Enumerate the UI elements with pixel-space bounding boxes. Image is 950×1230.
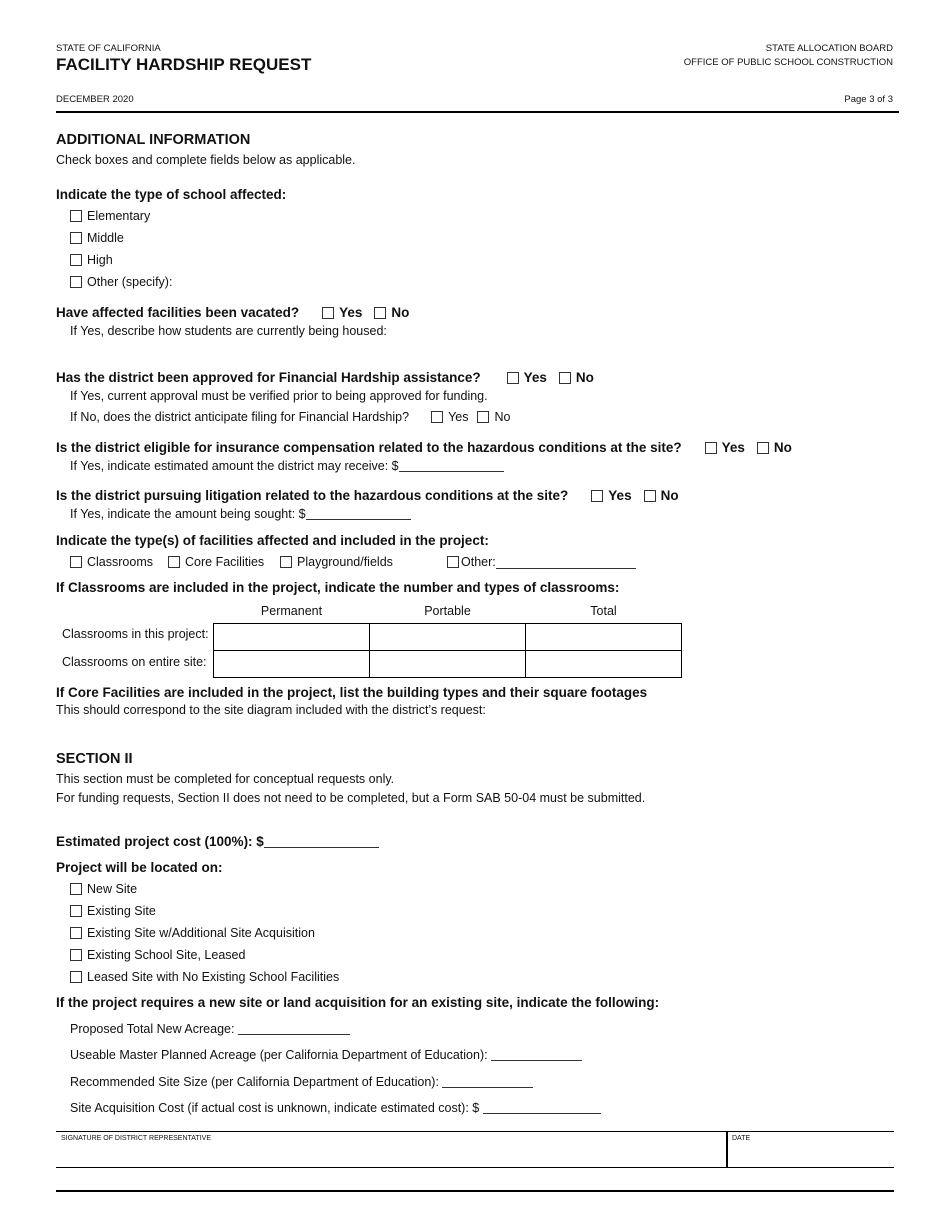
row-label-site: Classrooms on entire site: <box>62 655 207 669</box>
location-new-site[interactable]: New Site <box>70 882 137 896</box>
estimated-cost-field[interactable]: Estimated project cost (100%): $ <box>56 834 379 849</box>
vacated-note: If Yes, describe how students are currently being housed: <box>70 324 387 338</box>
header-divider <box>56 111 899 113</box>
site-acquisition-cost-field[interactable]: Site Acquisition Cost (if actual cost is unknown, indicate estimated cost): $ <box>70 1101 601 1115</box>
date-label: DATE <box>732 1135 751 1142</box>
insurance-question: Is the district eligible for insurance compensation related to the hazardous conditions at the site? <box>56 440 682 455</box>
school-type-high[interactable]: High <box>70 253 113 267</box>
core-facilities-note: This should correspond to the site diagram included with the district’s request: <box>56 703 486 717</box>
financial-hardship-row: Has the district been approved for Financial Hardship assistance? Yes No <box>56 370 594 385</box>
checkbox[interactable] <box>168 556 180 568</box>
school-type-question: Indicate the type of school affected: <box>56 187 287 202</box>
footer-rule <box>56 1190 894 1192</box>
checkbox[interactable] <box>70 556 82 568</box>
cell-project-portable[interactable] <box>369 623 526 651</box>
anticipate-no-checkbox[interactable] <box>477 411 489 423</box>
facility-types-question: Indicate the type(s) of facilities affected and included in the project: <box>56 533 489 548</box>
cell-site-portable[interactable] <box>369 650 526 678</box>
row-label-project: Classrooms in this project: <box>62 627 209 641</box>
section-ii-note1: This section must be completed for conceptual requests only. <box>56 772 395 786</box>
litigation-amount-field[interactable]: If Yes, indicate the amount being sought: $ <box>70 507 411 521</box>
additional-info-instructions: Check boxes and complete fields below as applicable. <box>56 153 356 167</box>
agency-office: OFFICE OF PUBLIC SCHOOL CONSTRUCTION <box>683 57 893 68</box>
financial-hardship-note: If Yes, current approval must be verified prior to being approved for funding. <box>70 389 488 403</box>
section-ii-note2: For funding requests, Section II does not need to be completed, but a Form SAB 50-04 must be submitted. <box>56 791 646 805</box>
col-total: Total <box>590 604 617 618</box>
col-permanent: Permanent <box>260 604 323 618</box>
location-leased[interactable]: Existing School Site, Leased <box>70 948 245 962</box>
checkbox[interactable] <box>70 905 82 917</box>
col-portable: Portable <box>424 604 471 618</box>
form-date: DECEMBER 2020 <box>56 94 134 105</box>
classrooms-question: If Classrooms are included in the project, indicate the number and types of classrooms: <box>56 580 620 595</box>
signature-field[interactable] <box>58 1142 723 1165</box>
facility-type-classrooms[interactable]: Classrooms <box>70 555 153 569</box>
cell-site-permanent[interactable] <box>213 650 370 678</box>
checkbox[interactable] <box>70 254 82 266</box>
page-number: Page 3 of 3 <box>844 94 893 105</box>
financial-hardship-no-checkbox[interactable] <box>559 372 571 384</box>
recommended-site-size-field[interactable]: Recommended Site Size (per California Department of Education): <box>70 1075 533 1089</box>
state-label: STATE OF CALIFORNIA <box>56 43 161 54</box>
proposed-acreage-field[interactable]: Proposed Total New Acreage: <box>70 1022 350 1036</box>
checkbox[interactable] <box>70 232 82 244</box>
litigation-yes-checkbox[interactable] <box>591 490 603 502</box>
litigation-row: Is the district pursuing litigation related to the hazardous conditions at the site? Yes No <box>56 488 679 503</box>
checkbox[interactable] <box>280 556 292 568</box>
cell-site-total[interactable] <box>525 650 682 678</box>
useable-acreage-field[interactable]: Useable Master Planned Acreage (per California Department of Education): <box>70 1048 582 1062</box>
school-type-other[interactable]: Other (specify): <box>70 275 172 289</box>
facility-type-other[interactable]: Other: <box>447 555 636 569</box>
anticipate-filing-question: If No, does the district anticipate filing for Financial Hardship? <box>70 410 410 424</box>
checkbox[interactable] <box>70 210 82 222</box>
insurance-amount-field[interactable]: If Yes, indicate estimated amount the district may receive: $ <box>70 459 504 473</box>
litigation-question: Is the district pursuing litigation related to the hazardous conditions at the site? <box>56 488 569 503</box>
checkbox[interactable] <box>70 927 82 939</box>
insurance-yes-checkbox[interactable] <box>705 442 717 454</box>
acquisition-question: If the project requires a new site or land acquisition for an existing site, indicate the following: <box>56 995 660 1010</box>
location-existing-acquisition[interactable]: Existing Site w/Additional Site Acquisition <box>70 926 315 940</box>
signature-divider <box>726 1131 728 1167</box>
insurance-no-checkbox[interactable] <box>757 442 769 454</box>
anticipate-filing-row: If No, does the district anticipate filing for Financial Hardship? Yes No <box>70 410 511 424</box>
checkbox[interactable] <box>70 971 82 983</box>
vacated-row: Have affected facilities been vacated? Yes No <box>56 305 410 320</box>
anticipate-yes-checkbox[interactable] <box>431 411 443 423</box>
checkbox[interactable] <box>70 276 82 288</box>
location-question: Project will be located on: <box>56 860 223 875</box>
checkbox[interactable] <box>70 883 82 895</box>
location-existing-site[interactable]: Existing Site <box>70 904 156 918</box>
facility-type-core[interactable]: Core Facilities <box>168 555 264 569</box>
litigation-no-checkbox[interactable] <box>644 490 656 502</box>
checkbox[interactable] <box>70 949 82 961</box>
facility-type-playground[interactable]: Playground/fields <box>280 555 393 569</box>
additional-info-heading: ADDITIONAL INFORMATION <box>56 132 251 148</box>
location-leased-no-facilities[interactable]: Leased Site with No Existing School Facilities <box>70 970 339 984</box>
agency-name: STATE ALLOCATION BOARD <box>765 43 893 54</box>
form-title: FACILITY HARDSHIP REQUEST <box>56 55 312 74</box>
cell-project-total[interactable] <box>525 623 682 651</box>
financial-hardship-yes-checkbox[interactable] <box>507 372 519 384</box>
school-type-middle[interactable]: Middle <box>70 231 124 245</box>
signature-label: SIGNATURE OF DISTRICT REPRESENTATIVE <box>61 1135 211 1142</box>
section-ii-heading: SECTION II <box>56 751 133 767</box>
insurance-row: Is the district eligible for insurance compensation related to the hazardous conditions at the site? Yes No <box>56 440 792 455</box>
date-field[interactable] <box>730 1142 892 1165</box>
cell-project-permanent[interactable] <box>213 623 370 651</box>
school-type-elementary[interactable]: Elementary <box>70 209 150 223</box>
vacated-yes-checkbox[interactable] <box>322 307 334 319</box>
financial-hardship-question: Has the district been approved for Financial Hardship assistance? <box>56 370 481 385</box>
vacated-question: Have affected facilities been vacated? <box>56 305 300 320</box>
core-facilities-question: If Core Facilities are included in the project, list the building types and their square footages <box>56 685 648 700</box>
checkbox[interactable] <box>447 556 459 568</box>
vacated-no-checkbox[interactable] <box>374 307 386 319</box>
